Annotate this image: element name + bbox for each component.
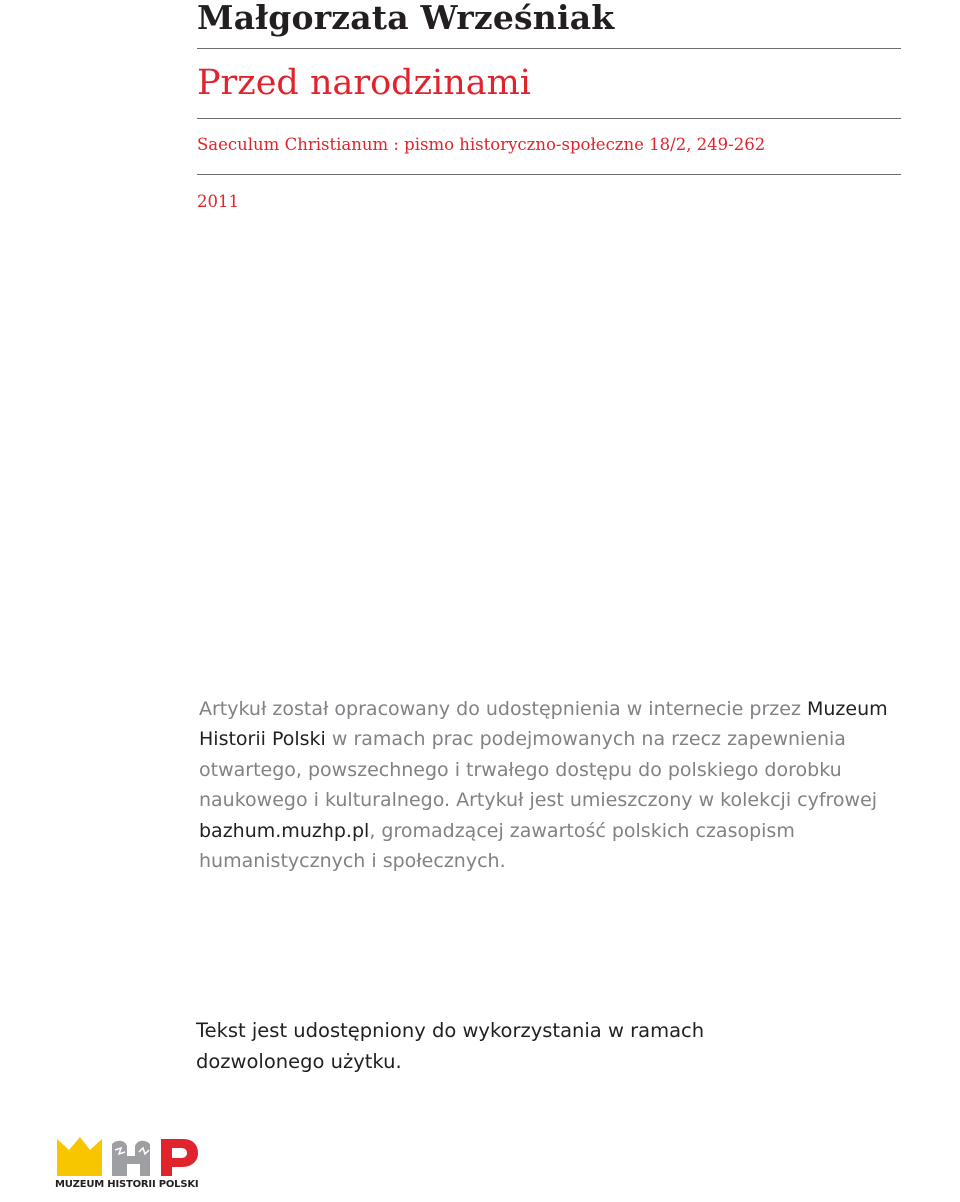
museum-logo-label: MUZEUM HISTORII POLSKI [55,1179,199,1190]
museum-name: Muzeum Historii Polski [199,698,888,751]
logo-m-shape [57,1137,102,1176]
logo-p-shape [161,1139,198,1176]
info-paragraph [199,694,889,876]
collection-link[interactable]: bazhum.muzhp.pl [199,819,370,842]
source-citation: Saeculum Christianum : pismo historyczno-społeczne 18/2, 249-262 [197,135,766,154]
article-title: Przed narodzinami [197,63,532,103]
divider-bottom [197,174,901,175]
divider-top [197,48,901,49]
divider-middle [197,118,901,119]
logo-h-shape [112,1141,150,1176]
author-name: Małgorzata Wrześniak [197,0,615,37]
info-text-end: , gromadzącej zawartość polskich czasopism humanistycznych i społecznych. [199,819,795,873]
publication-year: 2011 [197,192,239,211]
info-text-intro: Artykuł został opracowany do udostępnienia w internecie przez [199,698,801,720]
info-text-body: w ramach prac podejmowanych na rzecz zapewnienia otwartego, powszechnego i trwałego dostępu do polskiego dorobku naukowego i kulturalnego. Artykuł jest umieszczony w kolekcji cyfrowej [199,728,878,812]
license-notice: Tekst jest udostępniony do wykorzystania w ramach dozwolonego użytku. [196,1019,705,1073]
